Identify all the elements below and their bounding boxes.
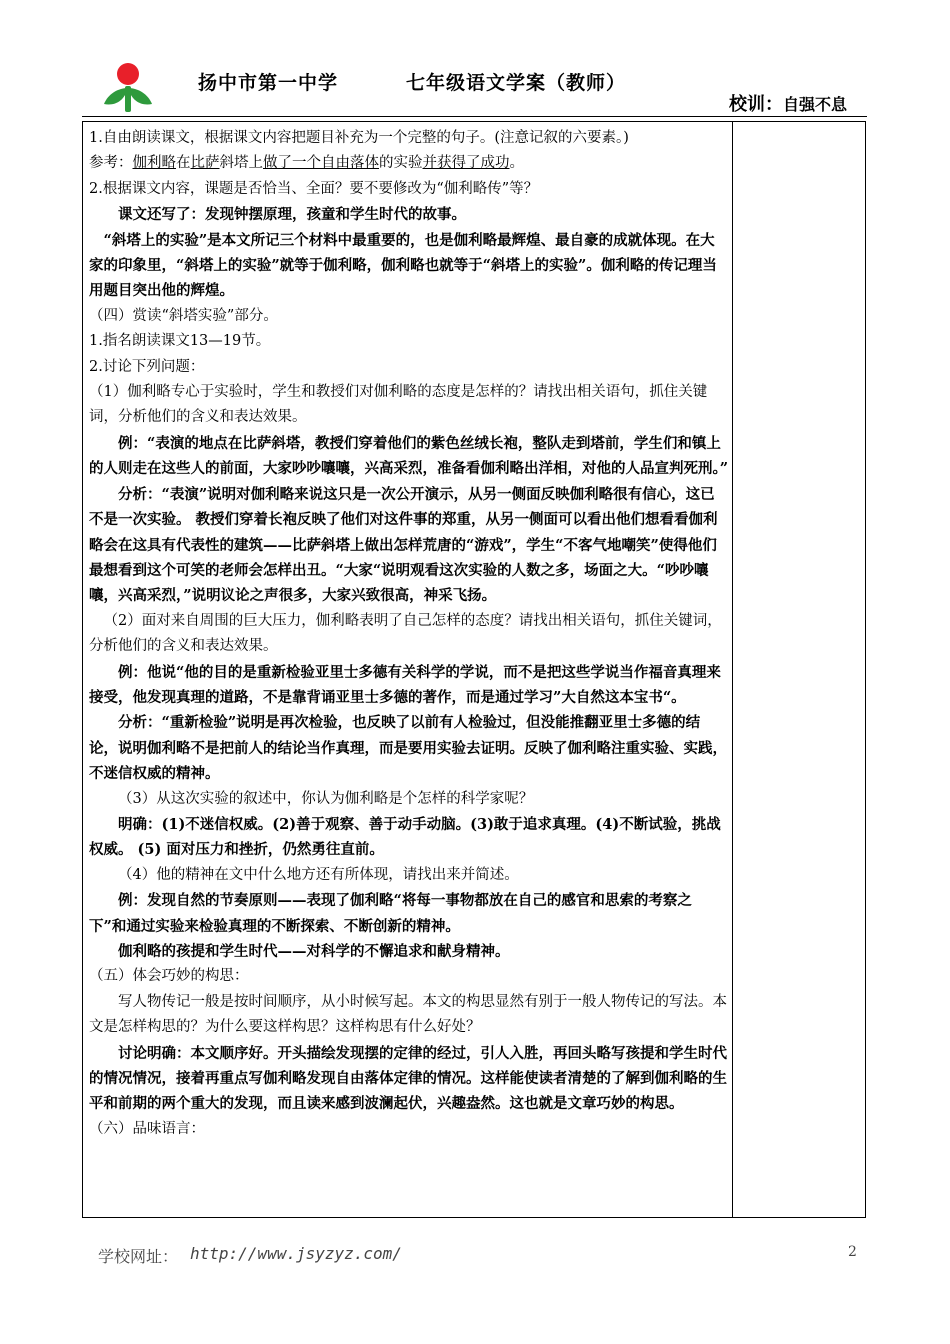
page-number: 2 [848, 1244, 857, 1260]
motto-label: 校训： [728, 94, 783, 115]
footer-website-label: 学校网址： [98, 1247, 179, 1266]
paragraph-2 [89, 151, 729, 176]
school-motto [729, 90, 847, 116]
section-4-heading: （四）赏读“斜塔实验”部分。 [89, 307, 278, 324]
footer-website-link[interactable]: http://www.jsyzyz.com/ [190, 1244, 402, 1263]
example-1: 例：“表演的地点在比萨斜塔，教授们穿着他们的紫色丝绒长袍，整队走到塔前，学生们和镇上的人则走在这些人的前面，大家吵吵嚷嚷，兴高采烈，准备看伽利略出洋相，对他的人品宣判死刑。” [89, 434, 729, 478]
paragraph-8: 2.讨论下列问题： [89, 358, 205, 375]
answer-what: 做了一个自由落体 [263, 155, 379, 172]
answer-4: 伽利略的孩提和学生时代——对科学的不懈追求和献身精神。 [118, 943, 510, 960]
example-4: 例：发现自然的节奏原则——表现了伽利略“将每一事物都放在自己的感官和思索的考察之下”和通过实验来检验真理的不断探索、不断创新的精神。 [89, 892, 692, 935]
header-rule [82, 116, 867, 117]
lesson-content [89, 126, 729, 1142]
question-4: （4）他的精神在文中什么地方还有所体现，请找出来并简述。 [118, 866, 519, 883]
paragraph-4: 课文还写了：发现钟摆原理，孩童和学生时代的故事。 [118, 206, 466, 224]
ref-text: 斜塔上 [219, 155, 263, 172]
paragraph-1: 1.自由朗读课文，根据课文内容把题目补充为一个完整的句子。(注意记叙的六要素。) [89, 130, 629, 146]
analysis-2: 分析：“重新检验”说明是再次检验，也反映了以前有人检验过，但没能推翻亚里士多德的结论，说明伽利略不是把前人的结论当作真理，而是要用实验去证明。反映了伽利略注重实验、实践，不迷信权威的精神。 [89, 714, 727, 783]
ref-label: 参考： [89, 155, 133, 172]
motto-text: 自强不息 [782, 95, 847, 114]
ref-text: 的实验 [379, 155, 423, 172]
paragraph-7: 1.指名朗读课文13—19节。 [89, 333, 271, 350]
answer-result: 并获得了成功 [422, 155, 510, 172]
analysis-1: 分析：“表演”说明对伽利略来说这只是一次公开演示，从另一侧面反映伽利略很有信心，这已不是一次实验。 教授们穿着长袍反映了他们对这件事的郑重，从另一侧面可以看出他们想看看伽利略会在这具有代表性的建筑——比萨斜塔上做出怎样荒唐的“游戏”，学生“不客气地嘲笑”使得他们最想看到这个可笑的老师会怎样出丑。“大家“说明观看这次实验的人数之多，场面之大。“吵吵嚷嚷，兴高采烈，”说明议论之声很多，大家兴致很高，神采飞扬。 [89, 485, 718, 605]
column-divider [732, 122, 733, 1217]
answer-who: 伽利略 [132, 155, 176, 172]
section-5-heading: （五）体会巧妙的构思： [89, 968, 249, 985]
school-name: 扬中市第一中学 [198, 72, 339, 94]
content-table [82, 121, 866, 1218]
question-2: （2）面对来自周围的巨大压力，伽利略表明了自己怎样的态度？请找出相关语句，抓住关键词，分析他们的含义和表达效果。 [89, 612, 722, 655]
ref-text: 在 [176, 155, 191, 172]
paragraph-21: 写人物传记一般是按时间顺序，从小时候写起。本文的构思显然有别于一般人物传记的写法。本文是怎样构思的？为什么要这样构思？这样构思有什么好处？ [89, 993, 727, 1036]
ref-text: 。 [509, 155, 524, 172]
answer-3: 明确：(1)不迷信权威。(2)善于观察、善于动手动脑。(3)敢于追求真理。(4)不断试验，挑战权威。 (5) 面对压力和挫折，仍然勇往直前。 [89, 815, 721, 859]
paragraph-5: “斜塔上的实验”是本文所记三个材料中最重要的，也是伽利略最辉煌、最自豪的成就体现。在大家的印象里，“斜塔上的实验”就等于伽利略，伽利略也就等于“斜塔上的实验”。伽利略的传记理当用题目突出他的辉煌。 [89, 231, 717, 300]
answer-where: 比萨 [190, 155, 220, 172]
example-2: 例：他说“他的目的是重新检验亚里士多德有关科学的学说，而不是把这些学说当作福音真理来接受，他发现真理的道路，不是靠背诵亚里士多德的著作，而是通过学习”大自然这本宝书“。 [89, 663, 721, 706]
section-6-heading: （六）品味语言： [89, 1120, 205, 1137]
question-1: （1）伽利略专心于实验时，学生和教授们对伽利略的态度是怎样的？请找出相关语句，抓住关键词，分析他们的含义和表达效果。 [89, 384, 708, 426]
document-title: 七年级语文学案（教师） [406, 72, 627, 94]
discussion-answer: 讨论明确：本文顺序好。开头描绘发现摆的定律的经过，引人入胜，再回头略写孩提和学生时代的情况情况，接着再重点写伽利略发现自由落体定律的情况。这样能使读者清楚的了解到伽利略的生平和前期的两个重大的发现，而且读来感到波澜起伏，兴趣盎然。这也就是文章巧妙的构思。 [89, 1044, 727, 1113]
page-header [82, 50, 867, 120]
school-logo-icon [100, 58, 156, 114]
paragraph-3: 2.根据课文内容，课题是否恰当、全面？要不要修改为“伽利略传”等？ [89, 180, 539, 197]
question-3: （3）从这次实验的叙述中，你认为伽利略是个怎样的科学家呢？ [118, 790, 534, 807]
